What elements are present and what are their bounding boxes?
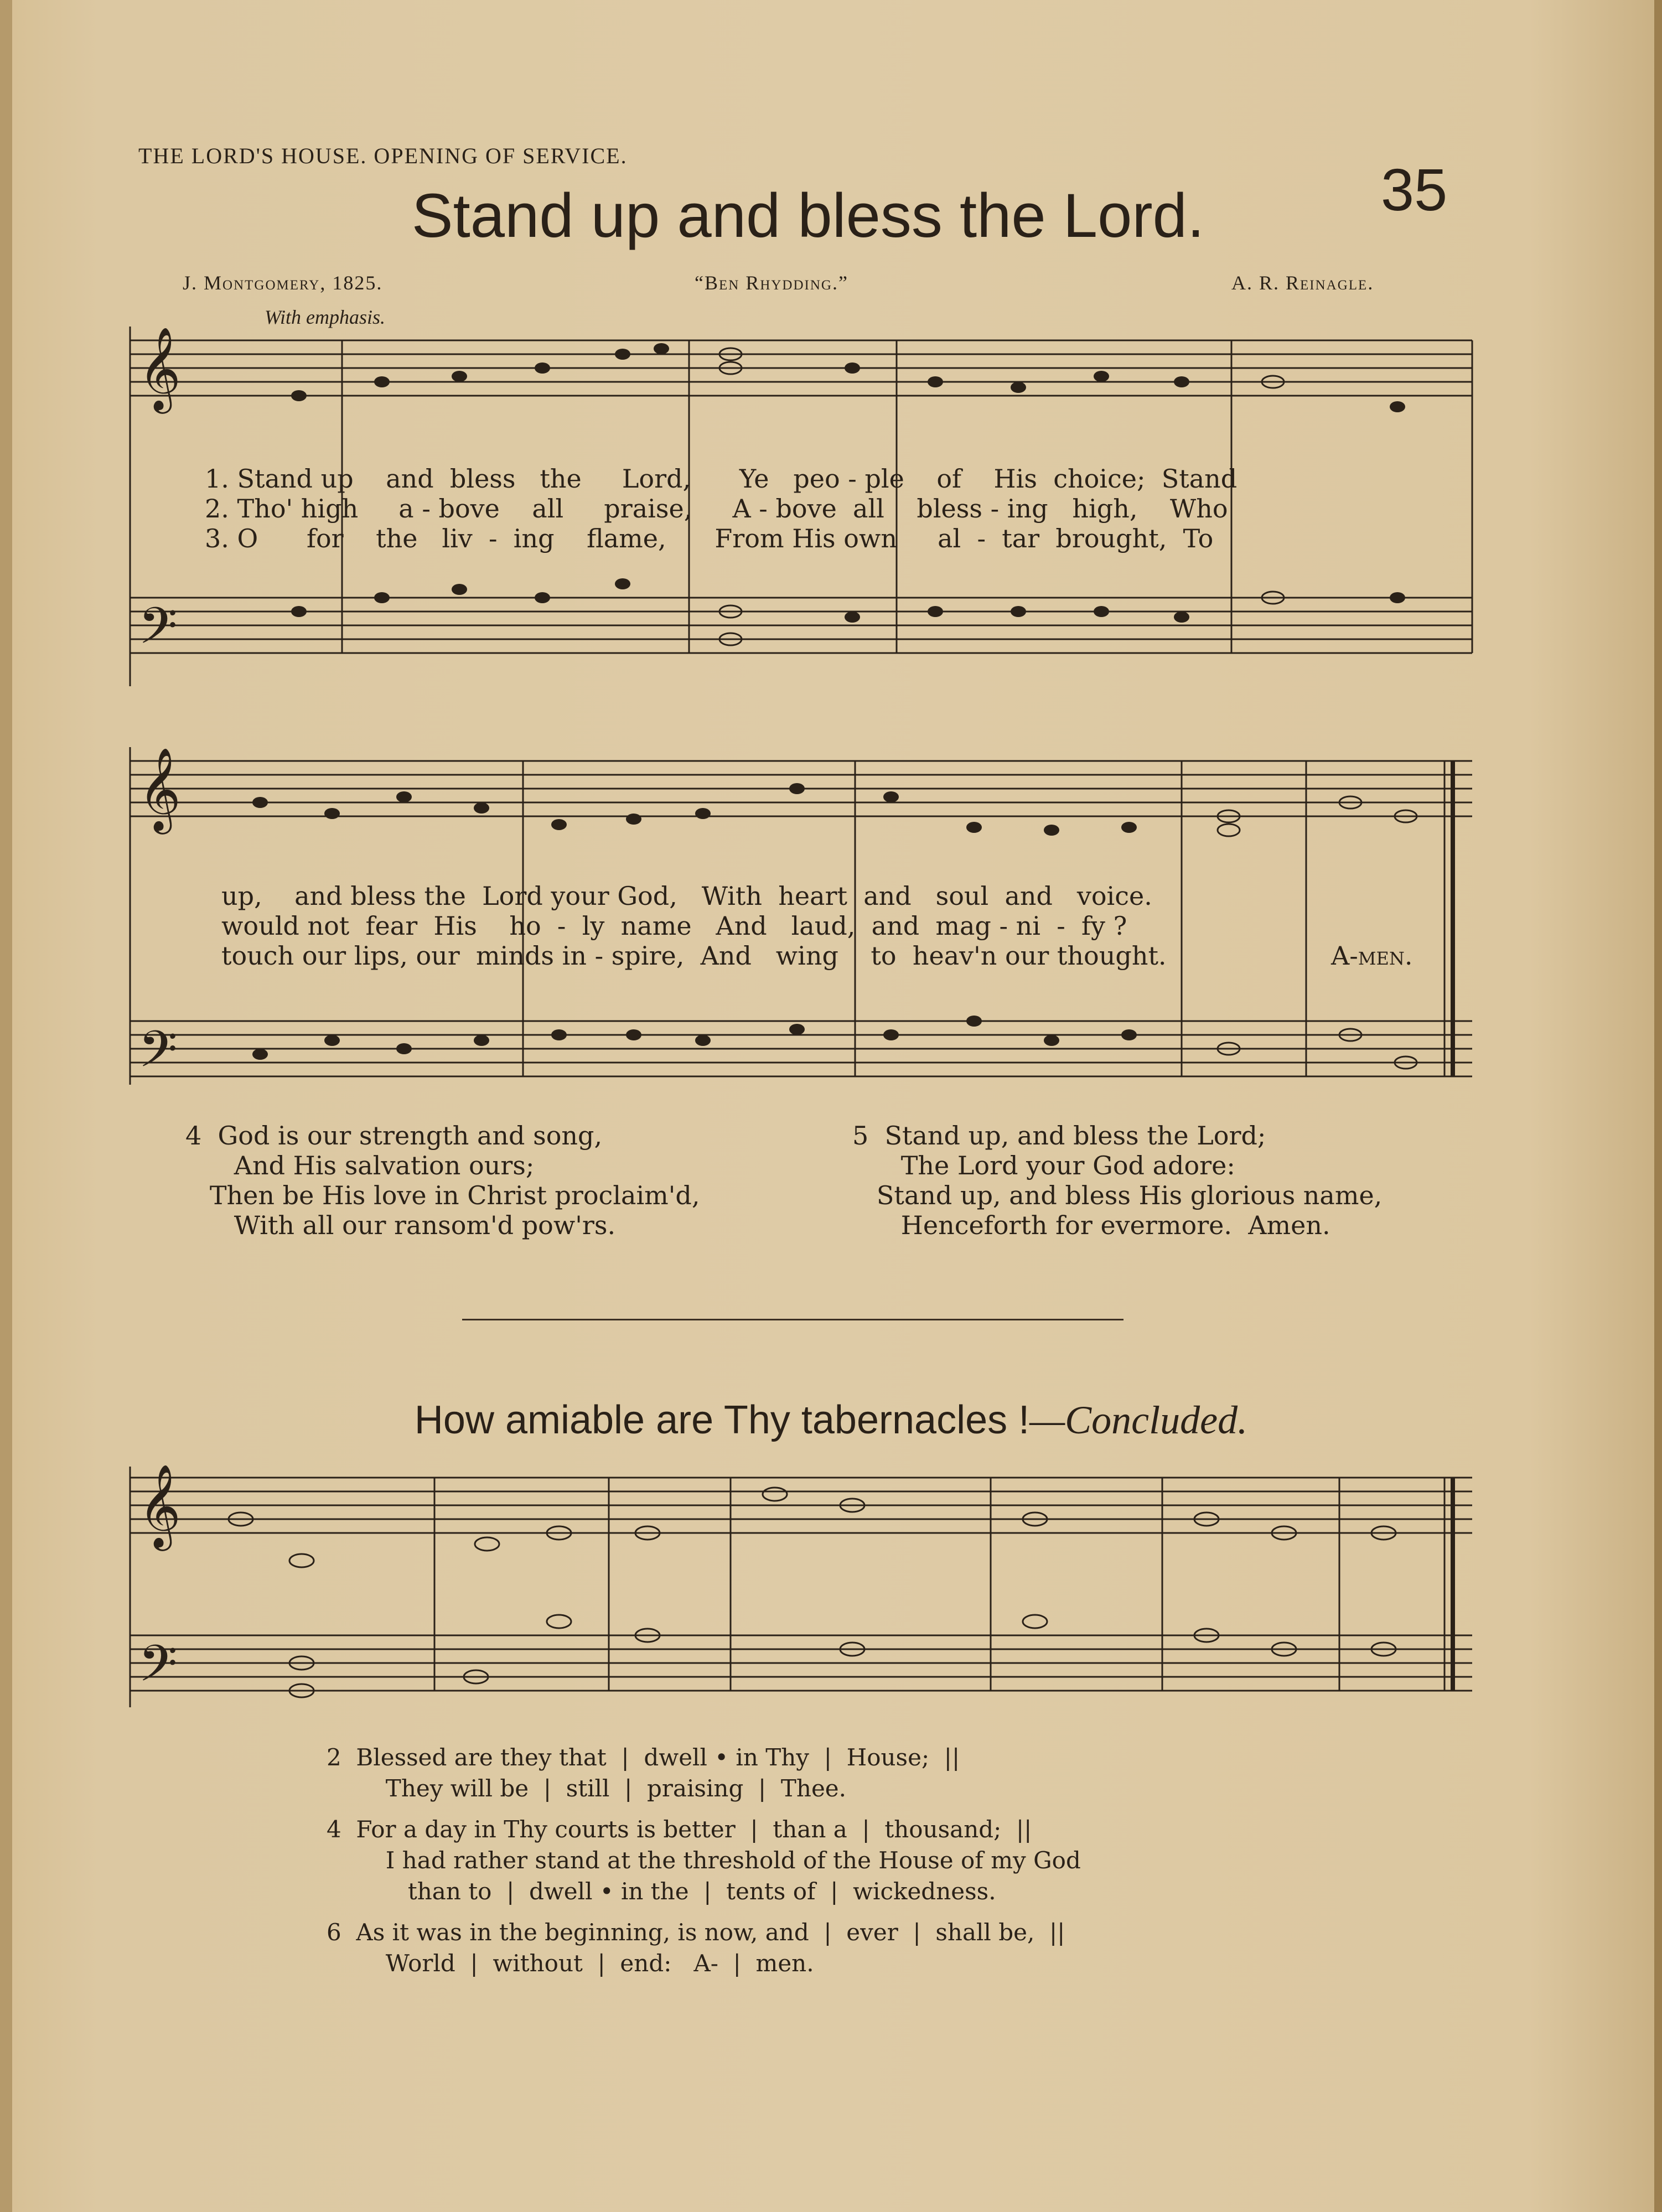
verse-4: [185, 1121, 700, 1240]
hymn-author: J. Montgomery, 1825.: [183, 272, 383, 294]
page-number: 35: [1381, 156, 1448, 223]
verse-4-line: With all our ransom'd pow'rs.: [185, 1210, 616, 1240]
lyrics-system2-verse3: touch our lips, our minds in - spire, And wing to heav'n our thought.: [221, 941, 1167, 971]
running-head: THE LORD'S HOUSE. OPENING OF SERVICE.: [138, 143, 628, 168]
chant-title: [0, 1397, 1662, 1443]
chant-line: 2 Blessed are they that | dwell • in Thy | House; ||: [327, 1744, 960, 1771]
hymn-tune-name: “Ben Rhydding.”: [695, 272, 848, 294]
section-divider: [462, 1319, 1123, 1320]
verse-5: [852, 1121, 1382, 1240]
half-notes-system-2: [1218, 796, 1417, 1069]
hymn-title: Stand up and bless the Lord.: [411, 181, 1205, 250]
svg-text:𝄢: 𝄢: [138, 597, 178, 667]
bass-staff-chant: [130, 1635, 1472, 1691]
lyrics-system2-verse1: up, and bless the Lord your God, With heart and soul and voice.: [221, 881, 1152, 911]
svg-text:𝄢: 𝄢: [138, 1634, 178, 1705]
chant-line: They will be | still | praising | Thee.: [327, 1775, 847, 1802]
chant-line: than to | dwell • in the | tents of | wickedness.: [327, 1878, 996, 1905]
bass-staff-system-1: [130, 598, 1472, 653]
chant-title-suffix: —Concluded.: [1029, 1398, 1248, 1442]
lyrics-system1-verse3: 3. O for the liv - ing flame, From His own al - tar brought, To: [205, 524, 1214, 553]
svg-text:𝄞: 𝄞: [138, 326, 181, 410]
lyrics-system1-verse1: 1. Stand up and bless the Lord, Ye peo - ple of His choice; Stand: [205, 464, 1238, 494]
hymn-composer: A. R. Reinagle.: [1231, 272, 1374, 294]
chant-verses: [327, 1742, 1081, 1979]
svg-text:𝄢: 𝄢: [138, 1020, 178, 1091]
tempo-marking: With emphasis.: [265, 306, 386, 328]
verse-5-line: Henceforth for evermore. Amen.: [852, 1210, 1330, 1240]
chant-line: 6 As it was in the beginning, is now, and | ever | shall be, ||: [327, 1919, 1065, 1946]
verse-5-line: Stand up, and bless His glorious name,: [852, 1180, 1383, 1210]
chant-line: 4 For a day in Thy courts is better | than a | thousand; ||: [327, 1816, 1032, 1843]
barlines-chant: [130, 1467, 1453, 1707]
chant-line: I had rather stand at the threshold of the House of my God: [327, 1847, 1081, 1874]
verse-5-line: 5 Stand up, and bless the Lord;: [852, 1121, 1266, 1151]
chant-title-main: How amiable are Thy tabernacles !: [414, 1398, 1030, 1442]
svg-text:𝄞: 𝄞: [138, 1463, 181, 1547]
treble-staff-chant: [130, 1478, 1472, 1533]
lyrics-system1-verse2: 2. Tho' high a - bove all praise, A - bove all bless - ing high, Who: [205, 494, 1228, 524]
verse-4-line: And His salvation ours;: [185, 1151, 535, 1180]
verse-5-line: The Lord your God adore:: [852, 1151, 1235, 1180]
chant-line: World | without | end: A- | men.: [327, 1950, 814, 1977]
verse-4-line: 4 God is our strength and song,: [185, 1121, 603, 1151]
lyrics-system2-verse2: would not fear His ho - ly name And laud, and mag - ni - fy ?: [221, 911, 1127, 941]
amen-lyric: A-men.: [1331, 941, 1413, 971]
svg-text:𝄞: 𝄞: [138, 747, 181, 831]
verse-4-line: Then be His love in Christ proclaim'd,: [185, 1180, 700, 1210]
